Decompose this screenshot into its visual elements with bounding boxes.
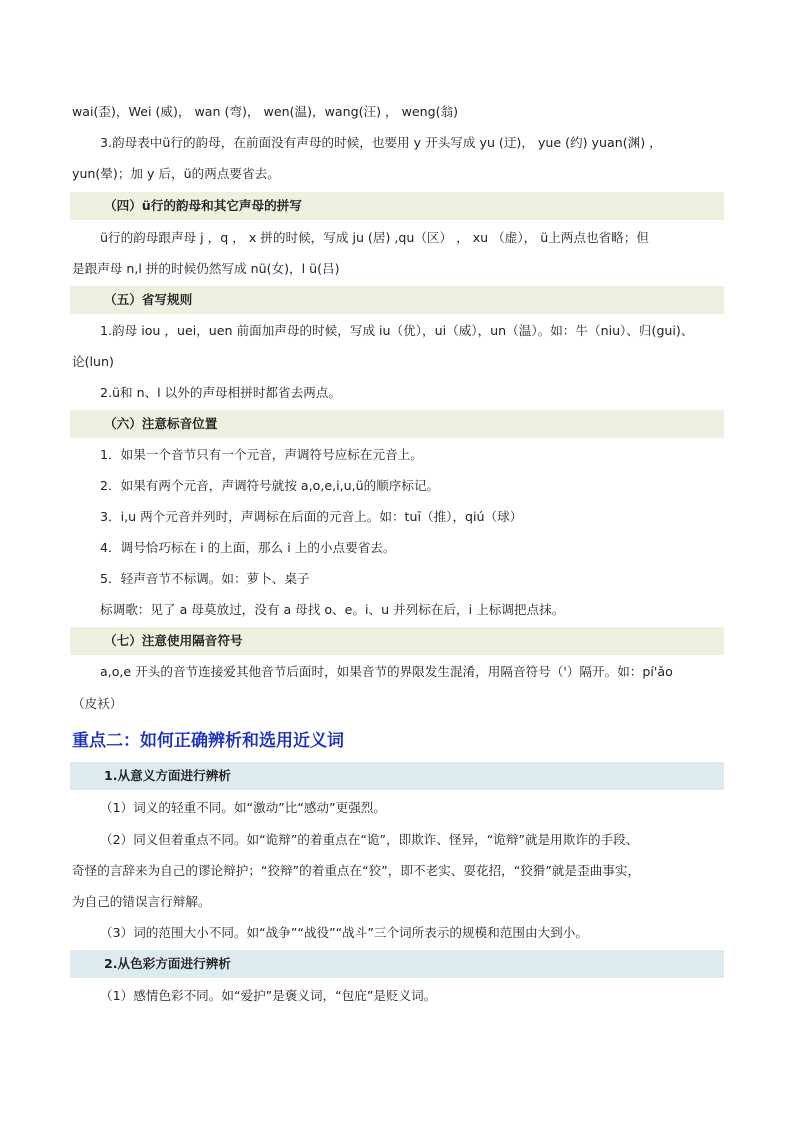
text-line: （2）同义但着重点不同。如“诡辩”的着重点在“诡”，即欺诈、怪异，“诡辩”就是用欺诈的手段、 <box>100 832 639 847</box>
text-line: 论(lun) <box>72 354 114 369</box>
text-line: 5．轻声音节不标调。如：萝卜、桌子 <box>100 571 310 586</box>
text-line: ü行的韵母跟声母 j ，q ， x 拼的时候，写成 ju (居) ,qu（区） ， xu （虚）， ü上两点也省略；但 <box>100 230 649 245</box>
text-line: 4．调号恰巧标在 i 的上面，那么 i 上的小点要省去。 <box>100 540 396 555</box>
text-line: （3）词的范围大小不同。如“战争”“战役”“战斗”三个词所表示的规模和范围由大到小。 <box>100 925 588 940</box>
section-heading: （六）注意标音位置 <box>104 416 218 431</box>
text-line: 3.韵母表中ü行的韵母，在前面没有声母的时候，也要用 y 开头写成 yu (迂)， yue (约) yuan(渊) ， <box>100 135 662 150</box>
page-heading: 重点二：如何正确辨析和选用近义词 <box>72 731 344 751</box>
section-heading: （七）注意使用隔音符号 <box>104 633 243 648</box>
text-line: a,o,e 开头的音节连接爱其他音节后面时，如果音节的界限发生混淆，用隔音符号（'）隔开。如：pí'ǎo <box>100 664 673 679</box>
text-line: （皮袄） <box>72 696 123 711</box>
text-line: wai(歪)，Wei (威)， wan (弯)， wen(温)，wang(汪) ， weng(翁) <box>72 104 459 119</box>
text-line: （1）词义的轻重不同。如“激动”比“感动”更强烈。 <box>100 800 386 815</box>
section-heading: （五）省写规则 <box>104 292 193 307</box>
text-line: 2.ü和 n、l 以外的声母相拼时都省去两点。 <box>100 385 341 400</box>
section-heading: 1.从意义方面进行辨析 <box>104 768 231 783</box>
section-heading: 2.从色彩方面进行辨析 <box>104 956 231 971</box>
section-heading: （四）ü行的韵母和其它声母的拼写 <box>104 198 302 213</box>
text-line: yun(晕)；加 y 后，ü的两点要省去。 <box>72 166 280 181</box>
text-line: 标调歌：见了 a 母莫放过，没有 a 母找 o、e。i、u 并列标在后，i 上标调把点抹。 <box>100 602 565 617</box>
text-line: 2．如果有两个元音，声调符号就按 a,o,e,i,u,ü的顺序标记。 <box>100 478 440 493</box>
text-line: 是跟声母 n,l 拼的时候仍然写成 nü(女)，l ü(吕) <box>72 261 340 276</box>
text-line: 3．i,u 两个元音并列时，声调标在后面的元音上。如：tuī（推），qiú（球） <box>100 509 523 524</box>
text-line: 1．如果一个音节只有一个元音，声调符号应标在元音上。 <box>100 447 423 462</box>
text-line: （1）感情色彩不同。如“爱护”是褒义词，“包庇”是贬义词。 <box>100 988 437 1003</box>
text-line: 1.韵母 iou ，uei，uen 前面加声母的时候，写成 iu（优），ui（威），un（温）。如：牛（niu）、归(gui)、 <box>100 323 694 338</box>
text-line: 为自己的错误言行辩解。 <box>72 894 211 909</box>
text-line: 奇怪的言辞来为自己的谬论辩护；“狡辩”的着重点在“狡”，即不老实、耍花招，“狡猾”就是歪曲事实， <box>72 863 641 878</box>
